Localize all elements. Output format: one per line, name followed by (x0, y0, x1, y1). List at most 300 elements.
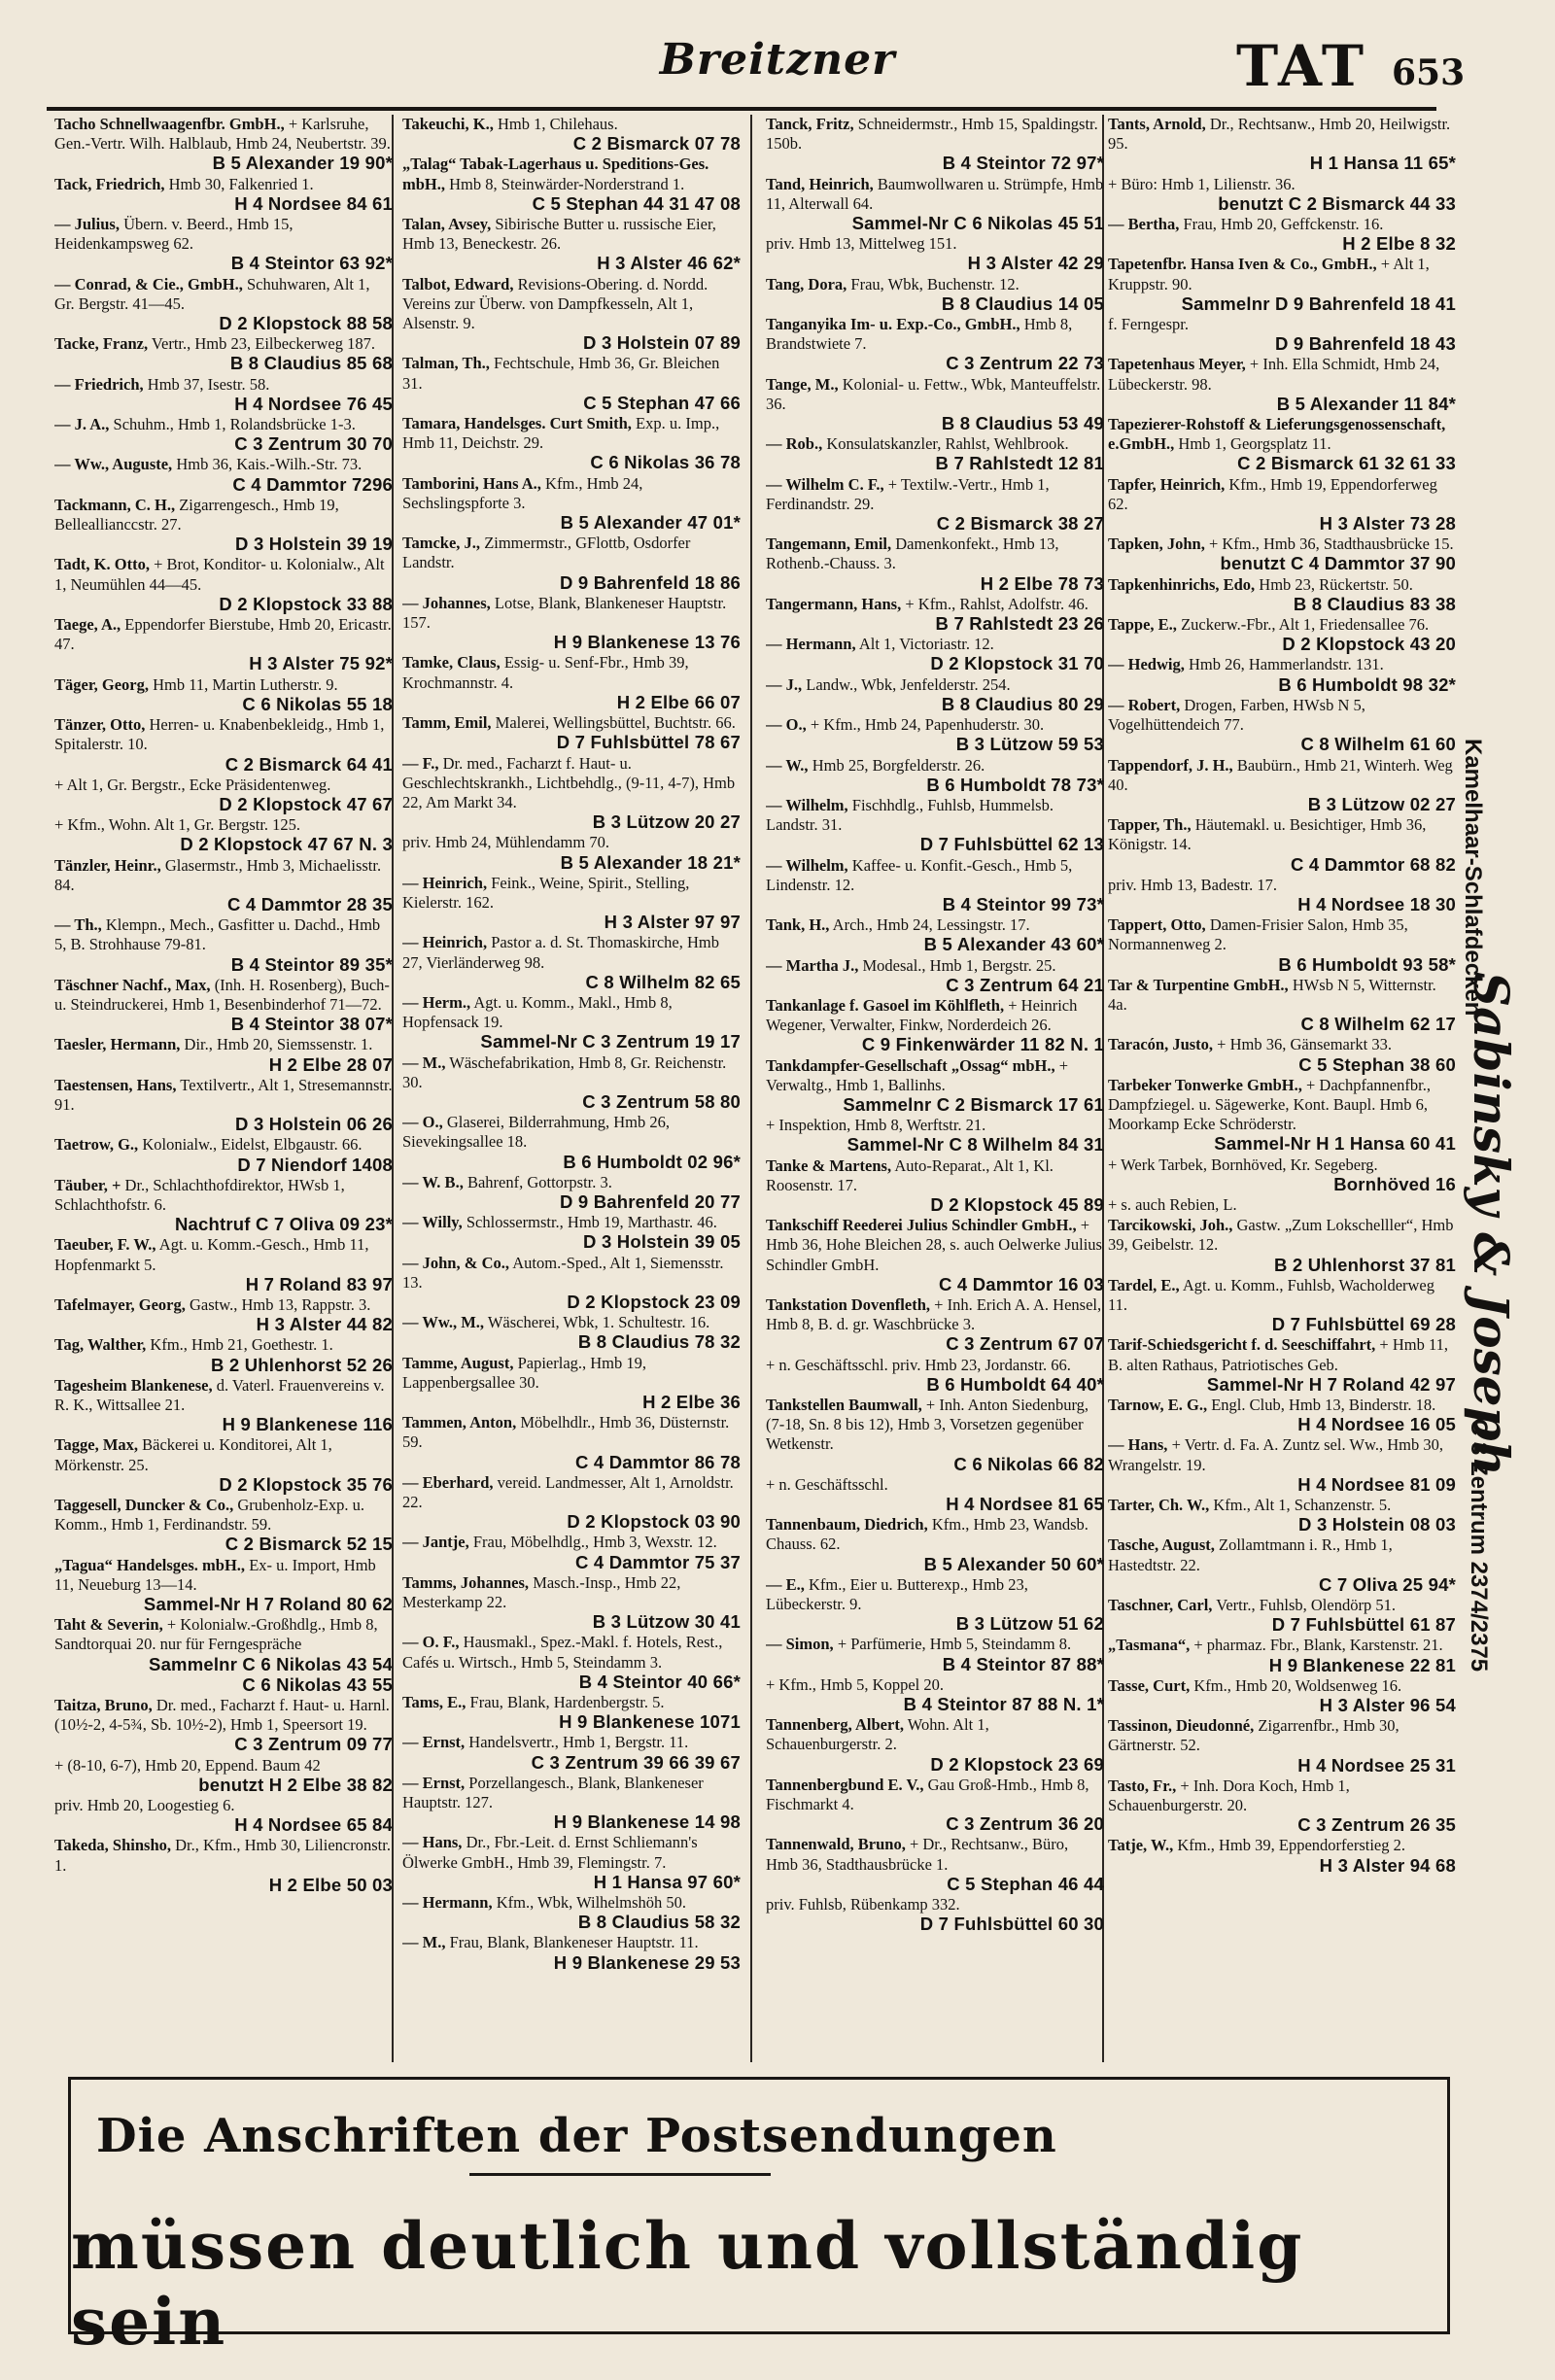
directory-entry (402, 155, 741, 214)
entry-name: Talan, Avsey, (402, 215, 492, 234)
entry-phone: B 8 Claudius 53 49 (941, 413, 1104, 434)
entry-phone: H 3 Alster 94 68 (1319, 1854, 1456, 1876)
directory-entry (402, 1113, 741, 1172)
entry-name: Tänzler, Heinr., (54, 855, 161, 875)
directory-entry (1108, 1216, 1456, 1275)
entry-detail: Dr. med., Facharzt f. Haut- u. Geschlechtskrankh., Lichtbehdlg., (9-11, 4-7), Hmb 22, Am Markt 34. (402, 753, 736, 811)
running-header-name: Breitzner (659, 35, 896, 85)
entry-text (402, 1774, 741, 1812)
entry-name: — Eberhard, (402, 1472, 494, 1492)
entry-phone: H 2 Elbe 78 73 (980, 572, 1104, 594)
entry-phone: C 3 Zentrum 67 07 (946, 1333, 1104, 1355)
directory-entry (54, 1756, 393, 1795)
entry-detail: Zigarrenfbr., Hmb 30, Gärtnerstr. 52. (1108, 1716, 1400, 1755)
entry-detail: Schuhm., Hmb 1, Rolandsbrücke 1-3. (113, 415, 356, 434)
entry-detail: Frau, Wbk, Buchenstr. 12. (850, 274, 1019, 293)
entry-name: — Bertha, (1108, 215, 1180, 234)
entry-name: Tannenbaum, Diedrich, (766, 1515, 928, 1535)
running-header (0, 29, 1555, 107)
entry-name: — E., (766, 1574, 805, 1594)
entry-detail: + Hmb 36, Hohe Bleichen 28, s. auch Oelwerke Julius Schindler GmbH. (766, 1216, 1102, 1274)
directory-entry (766, 1515, 1104, 1574)
directory-entry (402, 215, 741, 274)
entry-detail: + Kfm., Wohn. Alt 1, Gr. Bergstr. 125. (54, 815, 301, 835)
directory-entry (54, 1035, 393, 1074)
entry-name: — Robert, (1108, 695, 1181, 714)
entry-name: Tamms, Johannes, (402, 1572, 530, 1592)
entry-name: Tarter, Ch. W., (1108, 1496, 1210, 1515)
entry-name: Tamborini, Hans A., (402, 473, 541, 493)
entry-text (1108, 475, 1456, 514)
entry-detail: Dr., Fbr.-Leit. d. Ernst Schliemann's Ölwerke GmbH., Hmb 39, Flemingstr. 7. (402, 1833, 698, 1872)
entry-text (402, 1113, 741, 1152)
entry-phone: B 7 Rahlstedt 23 26 (935, 613, 1104, 635)
directory-column-2 (402, 115, 741, 2064)
directory-entry (1108, 575, 1456, 614)
entry-detail: Handelsvertr., Hmb 1, Bergstr. 11. (468, 1733, 689, 1752)
entry-text (766, 175, 1104, 214)
entry-name: — Hermann, (766, 635, 856, 654)
entry-detail: Eppendorfer Bierstube, Hmb 20, Ericastr. 47. (54, 615, 392, 654)
entry-name: Tants, Arnold, (1108, 115, 1206, 133)
directory-column-3 (766, 115, 1104, 2064)
entry-detail: Dr., Kfm., Hmb 30, Liliencronstr. 1. (54, 1836, 391, 1875)
entry-detail: Möbelhdlr., Hmb 36, Düsternstr. 59. (402, 1413, 730, 1452)
directory-entry (402, 534, 741, 593)
entry-detail: Dir., Hmb 20, Siemssenstr. 1. (184, 1035, 373, 1054)
entry-phone: B 5 Alexander 18 21* (560, 851, 741, 873)
entry-phone: D 2 Klopstock 47 67 (219, 793, 393, 814)
directory-entry (402, 653, 741, 712)
entry-detail: + (8-10, 6-7), Hmb 20, Eppend. Baum 42 (54, 1755, 321, 1775)
entry-detail: Übern. v. Beerd., Hmb 15, Heidenkampsweg 62. (54, 215, 294, 254)
entry-phone: H 4 Nordsee 16 05 (1297, 1414, 1456, 1435)
entry-detail: Glasermstr., Hmb 3, Michaelisstr. 84. (54, 855, 382, 894)
directory-entry (1108, 475, 1456, 535)
entry-text (54, 1076, 393, 1115)
entry-text (1108, 175, 1456, 194)
entry-text (54, 496, 393, 535)
entry-phone: Sammelnr D 9 Bahrenfeld 18 41 (1181, 293, 1456, 314)
directory-entry (54, 976, 393, 1035)
directory-entry (1108, 215, 1456, 254)
entry-text (1108, 655, 1456, 674)
directory-entry (766, 315, 1104, 374)
directory-entry (402, 1573, 741, 1633)
entry-detail: Drogen, Farben, HWsb N 5, Vogelhüttendeich 77. (1108, 695, 1365, 735)
entry-phone: B 4 Steintor 72 97* (942, 153, 1104, 174)
entry-name: Tack, Friedrich, (54, 174, 165, 193)
entry-text (402, 993, 741, 1032)
directory-entry (1108, 175, 1456, 214)
entry-phone: D 7 Fuhlsbüttel 69 28 (1271, 1314, 1456, 1335)
entry-name: Takeda, Shinsho, (54, 1836, 172, 1855)
directory-entry (1108, 1776, 1456, 1836)
entry-detail: Kaffee- u. Konfit.-Gesch., Hmb 5, Lindenstr. 12. (766, 855, 1073, 894)
directory-entry (766, 1295, 1104, 1355)
entry-text (54, 455, 393, 474)
entry-detail: Engl. Club, Hmb 13, Binderstr. 18. (1211, 1396, 1436, 1414)
entry-name: Tankstation Dovenfleth, (766, 1294, 931, 1314)
entry-detail: HWsb N 5, Witternstr. 4a. (1108, 975, 1436, 1014)
entry-name: Tamm, Emil, (402, 713, 492, 733)
entry-text (766, 1515, 1104, 1554)
directory-entry (766, 856, 1104, 915)
entry-phone: H 9 Blankenese 22 81 (1268, 1654, 1456, 1675)
directory-entry (402, 1213, 741, 1252)
entry-phone: B 5 Alexander 47 01* (560, 512, 741, 534)
entry-phone: B 5 Alexander 19 90* (212, 153, 393, 174)
directory-entry (402, 1933, 741, 1972)
entry-detail: priv. Fuhlsb, Rübenkamp 332. (766, 1895, 960, 1914)
entry-text (54, 1376, 393, 1415)
entry-phone: C 4 Dammtor 28 35 (227, 893, 393, 914)
entry-detail: Frau, Hmb 20, Geffckenstr. 16. (1183, 215, 1384, 234)
entry-detail: Kolonialw., Eidelst, Elbgaustr. 66. (142, 1135, 363, 1155)
entry-text (54, 776, 393, 795)
entry-detail: Gastw. „Zum Lokschelller“, Hmb 39, Geibelstr. 12. (1108, 1216, 1454, 1255)
entry-phone: B 8 Claudius 80 29 (941, 693, 1104, 714)
entry-phone: D 7 Niendorf 1408 (237, 1154, 393, 1175)
directory-entry (54, 1376, 393, 1435)
entry-name: Tamcke, J., (402, 534, 481, 553)
entry-phone: B 6 Humboldt 93 58* (1278, 953, 1456, 975)
directory-entry (1108, 1396, 1456, 1434)
directory-entry (1108, 1596, 1456, 1635)
entry-text (766, 1675, 1104, 1695)
entry-name: Tanke & Martens, (766, 1156, 892, 1175)
entry-text (402, 833, 741, 852)
entry-text (766, 475, 1104, 514)
directory-entry (766, 595, 1104, 634)
entry-text (54, 1696, 393, 1735)
entry-detail: Dr. med., Facharzt f. Haut- u. Harnl. (10½-2, 4-5¾, Sb. 10½-2), Hmb 1, Speersort 19. (54, 1696, 390, 1735)
entry-detail: Porzellangesch., Blank, Blankeneser Hauptstr. 127. (402, 1773, 704, 1812)
entry-text (766, 715, 1104, 735)
directory-entry (402, 993, 741, 1052)
entry-name: Tamme, August, (402, 1353, 514, 1372)
directory-entry (766, 115, 1104, 174)
entry-phone: C 5 Stephan 46 44 (947, 1873, 1104, 1894)
entry-text (402, 653, 741, 692)
entry-detail: Zuckerw.-Fbr., Alt 1, Friedensallee 76. (1181, 615, 1430, 635)
directory-column-1 (54, 115, 393, 2064)
directory-entry (766, 1675, 1104, 1714)
directory-entry (1108, 696, 1456, 755)
entry-name: Tankstellen Baumwall, (766, 1396, 922, 1414)
directory-entry (1108, 1836, 1456, 1875)
entry-name: Taestensen, Hans, (54, 1075, 177, 1094)
directory-entry (766, 1835, 1104, 1894)
directory-entry (1108, 876, 1456, 914)
entry-phone: Sammel-Nr H 7 Roland 80 62 (143, 1594, 393, 1615)
notice-underline (469, 2173, 771, 2176)
entry-text (1108, 1496, 1456, 1515)
directory-entry (54, 715, 393, 775)
entry-name: Tange, M., (766, 374, 839, 394)
entry-name: — Rob., (766, 434, 823, 454)
entry-detail: Hmb 11, Martin Lutherstr. 9. (153, 674, 338, 694)
entry-text (402, 1413, 741, 1452)
entry-name: Tänzer, Otto, (54, 715, 146, 735)
directory-entry (402, 1473, 741, 1533)
entry-text (1108, 976, 1456, 1015)
entry-name: Tagesheim Blankenese, (54, 1375, 213, 1395)
entry-text (1108, 1335, 1456, 1374)
entry-phone: H 9 Blankenese 14 98 (553, 1811, 741, 1833)
entry-text (766, 1575, 1104, 1614)
entry-name: — Ww., Auguste, (54, 455, 173, 474)
directory-entry (1108, 1035, 1456, 1074)
entry-name: Tankanlage f. Gasoel im Köhlfleth, (766, 995, 1005, 1015)
entry-phone: B 6 Humboldt 64 40* (926, 1373, 1104, 1395)
entry-text (766, 1776, 1104, 1814)
directory-entry (1108, 355, 1456, 414)
entry-name: — O., (766, 715, 807, 735)
entry-detail: Kfm., Hmb 23, Wandsb. Chauss. 62. (766, 1515, 1088, 1554)
entry-detail: + Inh. Ella Schmidt, Hmb 24, Lübeckerstr. 98. (1108, 355, 1440, 394)
entry-name: — Wilhelm, (766, 795, 848, 814)
entry-detail: d. Vaterl. Frauenvereins v. R. K., Wittsallee 21. (54, 1375, 385, 1414)
directory-entry (766, 1396, 1104, 1474)
directory-entry (766, 475, 1104, 535)
directory-entry (54, 215, 393, 274)
entry-phone: D 9 Bahrenfeld 20 77 (560, 1190, 741, 1212)
entry-detail: + Inspektion, Hmb 8, Werftstr. 21. (766, 1116, 986, 1135)
entry-phone: B 3 Lützow 02 27 (1307, 793, 1456, 814)
entry-text (54, 856, 393, 895)
entry-name: Taeuber, F. W., (54, 1235, 156, 1255)
entry-phone: D 2 Klopstock 31 70 (930, 653, 1104, 674)
entry-phone: B 2 Uhlenhorst 52 26 (210, 1354, 393, 1375)
entry-detail: Hmb 8, Brandstwiete 7. (766, 315, 1073, 354)
directory-entry (402, 275, 741, 354)
entry-detail: Kfm., Alt 1, Schanzenstr. 5. (1213, 1496, 1392, 1515)
entry-detail: + Kfm., Hmb 24, Papenhuderstr. 30. (810, 715, 1045, 735)
directory-entry (402, 833, 741, 872)
side-ad-phone: C 3 Zentrum 2374/2375 (1466, 1419, 1492, 1673)
entry-text (402, 215, 741, 254)
entry-phone: H 4 Nordsee 25 31 (1297, 1754, 1456, 1776)
directory-entry (402, 1633, 741, 1692)
entry-detail: Kfm., Wbk, Wilhelmshöh 50. (496, 1893, 687, 1913)
directory-entry (766, 956, 1104, 995)
entry-detail: Agt. u. Komm., Makl., Hmb 8, Hopfensack 19. (402, 992, 673, 1032)
entry-text (1108, 815, 1456, 854)
entry-name: Tannenberg, Albert, (766, 1715, 904, 1735)
entry-name: Tappendorf, J. H., (1108, 755, 1233, 775)
side-ad-company: Sabinsky & Joseph (1463, 972, 1520, 1476)
entry-text (766, 1156, 1104, 1195)
entry-name: Tassinon, Dieudonné, (1108, 1716, 1255, 1736)
entry-phone: D 2 Klopstock 43 20 (1282, 634, 1456, 655)
directory-entry (402, 1833, 741, 1892)
entry-detail: Schneidermstr., Hmb 15, Spaldingstr. 150b. (766, 115, 1098, 154)
entry-text (54, 1295, 393, 1315)
entry-name: Tatje, W., (1108, 1836, 1174, 1855)
entry-name: Täger, Georg, (54, 674, 149, 694)
directory-entry (402, 933, 741, 992)
directory-entry (766, 1715, 1104, 1775)
entry-text (402, 115, 741, 134)
entry-phone: H 3 Alster 46 62* (597, 253, 741, 274)
entry-detail: Zimmermstr., GFlottb, Osdorfer Landstr. (402, 534, 691, 572)
entry-detail: Zollamtmann i. R., Hmb 1, Hastedtstr. 22. (1108, 1535, 1393, 1574)
directory-entry (766, 1575, 1104, 1635)
entry-name: — Th., (54, 915, 102, 935)
entry-name: — Hans, (1108, 1435, 1168, 1455)
directory-entry (766, 1216, 1104, 1294)
entry-text (766, 115, 1104, 154)
entry-phone: H 3 Alster 75 92* (249, 653, 393, 674)
entry-text (402, 1473, 741, 1512)
entry-phone: D 2 Klopstock 23 69 (930, 1753, 1104, 1775)
entry-name: — Conrad, & Cie., GmbH., (54, 274, 243, 293)
entry-phone: D 2 Klopstock 23 09 (567, 1291, 741, 1312)
directory-entry (54, 455, 393, 494)
entry-name: Talman, Th., (402, 354, 490, 373)
entry-detail: Agt. u. Komm.-Gesch., Hmb 11, Hopfenmarkt 5. (54, 1235, 369, 1274)
entry-phone: H 4 Nordsee 81 09 (1297, 1473, 1456, 1495)
directory-entry (766, 175, 1104, 234)
entry-text (54, 334, 393, 354)
entry-name: — Friedrich, (54, 374, 144, 394)
entry-phone: D 3 Holstein 39 05 (583, 1231, 741, 1253)
entry-name: Tanganyika Im- u. Exp.-Co., GmbH., (766, 315, 1020, 334)
entry-phone: C 5 Stephan 44 31 47 08 (532, 192, 741, 214)
entry-name: Tappe, E., (1108, 615, 1177, 635)
entry-detail: Damen-Frisier Salon, Hmb 35, Normannenweg 2. (1108, 915, 1408, 954)
entry-detail: Wäscherei, Wbk, 1. Schultestr. 16. (487, 1313, 710, 1332)
entry-detail: + Alt 1, Kruppstr. 90. (1108, 255, 1430, 293)
directory-entry (1108, 655, 1456, 694)
entry-detail: Kfm., Hmb 21, Goethestr. 1. (150, 1335, 333, 1355)
entry-text (402, 1933, 741, 1952)
entry-detail: + Brot, Konditor- u. Kolonialw., Alt 1, Neumühlen 44—45. (54, 555, 385, 594)
entry-name: Tamke, Claus, (402, 653, 501, 673)
entry-phone: C 3 Zentrum 39 66 39 67 (531, 1751, 741, 1773)
entry-phone: H 9 Blankenese 13 76 (553, 632, 741, 653)
directory-entry (1108, 615, 1456, 654)
entry-phone: C 8 Wilhelm 62 17 (1300, 1014, 1456, 1035)
entry-text (1108, 355, 1456, 394)
entry-text (1108, 1836, 1456, 1855)
directory-entry (402, 1893, 741, 1932)
entry-phone: Nachtruf C 7 Oliva 09 23* (174, 1214, 393, 1235)
entry-detail: Revisions-Obering. d. Nordd. Vereins zur Überw. von Dampfkesseln, Alt 1, Alsenstr. 9. (402, 274, 708, 333)
entry-name: — Heinrich, (402, 933, 488, 952)
entry-text (54, 1615, 393, 1654)
entry-detail: Hmb 37, Isestr. 58. (147, 374, 270, 394)
directory-entry (402, 1053, 741, 1113)
entry-detail: + Textilw.-Vertr., Hmb 1, Ferdinandstr. 29. (766, 474, 1050, 513)
entry-name: — Ernst, (402, 1733, 466, 1752)
entry-name: Tacke, Franz, (54, 334, 149, 354)
entry-detail: Fischhdlg., Fuhlsb, Hummelsb. Landstr. 31. (766, 795, 1054, 835)
entry-text (766, 1835, 1104, 1874)
entry-detail: Autom.-Sped., Alt 1, Siemensstr. 13. (402, 1253, 724, 1292)
entry-text (402, 874, 741, 913)
entry-detail: + Karlsruhe, Gen.-Vertr. Wilh. Halblaub, Hmb 24, Neubertstr. 39. (54, 115, 391, 154)
entry-detail: Exp. u. Imp., Hmb 11, Deichstr. 29. (402, 414, 720, 453)
entry-detail: priv. Hmb 24, Mühlendamm 70. (402, 833, 609, 852)
directory-entry (766, 915, 1104, 954)
entry-phone: C 6 Nikolas 36 78 (590, 452, 741, 473)
entry-phone: benutzt H 2 Elbe 38 82 (198, 1774, 393, 1795)
directory-entry (54, 1135, 393, 1174)
entry-detail: Dr., Rechtsanw., Hmb 20, Heilwigstr. 95. (1108, 115, 1451, 154)
directory-entry (766, 1895, 1104, 1934)
entry-phone: B 8 Claudius 85 68 (229, 353, 393, 374)
entry-text (1108, 1716, 1456, 1755)
directory-entry (54, 1836, 393, 1895)
directory-entry (402, 754, 741, 833)
entry-phone: B 4 Steintor 89 35* (230, 953, 393, 975)
entry-text (54, 615, 393, 654)
entry-name: Tasto, Fr., (1108, 1776, 1177, 1795)
directory-entry (1108, 1156, 1456, 1194)
entry-text (54, 915, 393, 954)
directory-entry (402, 1173, 741, 1212)
entry-detail: + Dachpfannenfbr., Dampfziegel. u. Sägewerke, Kont. Baupl. Hmb 6, Moorkamp Ecke Schröderstr. (1108, 1075, 1431, 1134)
entry-detail: + Parfümerie, Hmb 5, Steindamm 8. (837, 1635, 1072, 1654)
entry-detail: Kfm., Eier u. Butterexp., Hmb 23, Lübeckerstr. 9. (766, 1574, 1028, 1614)
entry-text (54, 715, 393, 754)
entry-text (402, 1833, 741, 1872)
entry-detail: Sibirische Butter u. russische Eier, Hmb 13, Beneckestr. 26. (402, 215, 716, 254)
entry-text (54, 415, 393, 434)
entry-text (766, 756, 1104, 776)
entry-name: Tappert, Otto, (1108, 915, 1206, 935)
entry-name: — M., (402, 1052, 446, 1072)
entry-name: Taschner, Carl, (1108, 1596, 1213, 1615)
entry-text (1108, 1535, 1456, 1574)
directory-entry (1108, 1636, 1456, 1674)
entry-name: Tackmann, C. H., (54, 495, 176, 514)
entry-phone: C 4 Dammtor 86 78 (575, 1451, 741, 1472)
entry-detail: Hmb 26, Hammerlandstr. 131. (1188, 655, 1384, 674)
entry-phone: C 2 Bismarck 38 27 (936, 513, 1104, 535)
directory-entry (54, 1796, 393, 1835)
entry-phone: Sammel-Nr C 3 Zentrum 19 17 (480, 1031, 741, 1052)
directory-entry (1108, 915, 1456, 975)
entry-text (766, 635, 1104, 654)
entry-detail: Grubenholz-Exp. u. Komm., Hmb 1, Ferdinandstr. 59. (54, 1496, 364, 1535)
entry-phone: C 2 Bismarck 07 78 (572, 133, 741, 155)
notice-banner (68, 2077, 1450, 2360)
entry-phone: B 6 Humboldt 78 73* (926, 774, 1104, 795)
entry-detail: Kolonial- u. Fettw., Wbk, Manteuffelstr. 36. (766, 374, 1101, 413)
entry-text (766, 1295, 1104, 1334)
entry-text (1108, 1216, 1456, 1255)
directory-entry (766, 1475, 1104, 1514)
entry-text (402, 1693, 741, 1712)
directory-entry (766, 535, 1104, 594)
entry-text (1108, 115, 1456, 154)
entry-phone: B 3 Lützow 51 62 (955, 1613, 1104, 1635)
directory-entry (402, 713, 741, 752)
entry-name: Tar & Turpentine GmbH., (1108, 975, 1289, 994)
directory-entry (402, 1354, 741, 1413)
entry-detail: Bahrenf, Gottorpstr. 3. (466, 1172, 612, 1191)
entry-name: — Simon, (766, 1635, 834, 1654)
directory-entry (1108, 1195, 1456, 1215)
entry-name: Tarif-Schiedsgericht f. d. Seeschiffahrt, (1108, 1335, 1376, 1355)
entry-phone: C 3 Zentrum 22 73 (946, 353, 1104, 374)
entry-phone: D 3 Holstein 06 26 (235, 1114, 393, 1135)
entry-text (1108, 315, 1456, 334)
entry-detail: Alt 1, Victoriastr. 12. (858, 635, 994, 654)
